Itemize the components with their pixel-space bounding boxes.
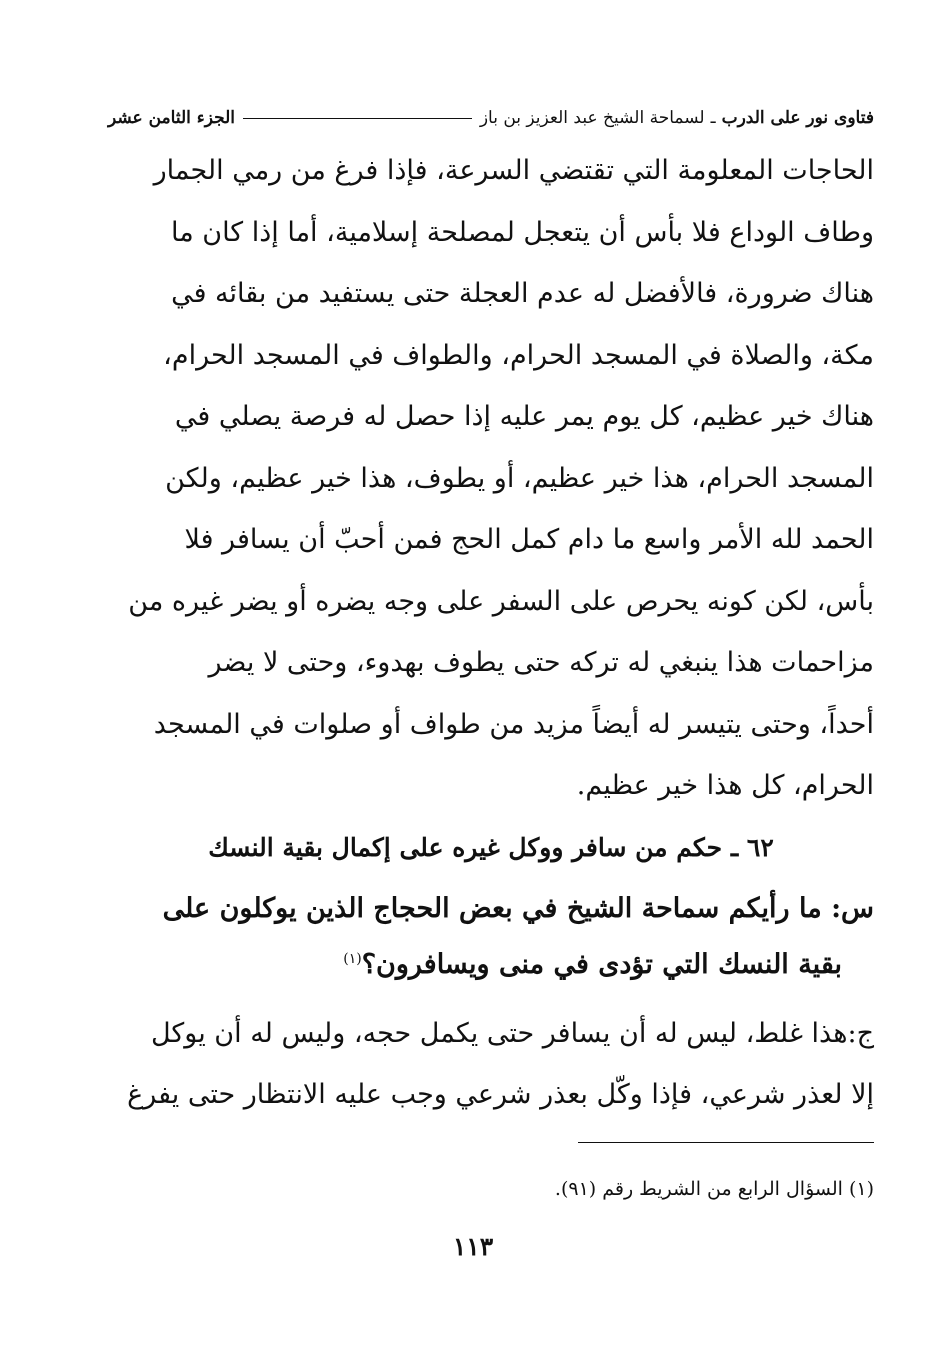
answer-block — [108, 1003, 874, 1126]
text-line: الحرام، كل هذا خير عظيم. — [576, 770, 874, 801]
text-line: بأس، لكن كونه يحرص على السفر على وجه يضره أو يضر غيره من — [128, 585, 874, 617]
footnote-reference: (١) — [343, 950, 362, 967]
book-page — [108, 100, 874, 1200]
header-author: لسماحة الشيخ عبد العزيز بن باز — [479, 108, 705, 128]
text-line: مزاحمات هذا ينبغي له تركه حتى يطوف بهدوء، وحتى لا يضر — [208, 647, 874, 678]
header-series-title: فتاوى نور على الدرب — [721, 108, 874, 128]
text-line: أحداً، وحتى يتيسر له أيضاً مزيد من طواف أو صلوات في المسجد — [153, 708, 874, 740]
text-line: المسجد الحرام، هذا خير عظيم، أو يطوف، هذا خير عظيم، ولكن — [165, 462, 874, 494]
text-line: هناك ضرورة، فالأفضل له عدم العجلة حتى يستفيد من بقائه في — [171, 278, 874, 309]
question-block — [108, 881, 874, 993]
section-dash: ـ — [730, 832, 739, 862]
text-line: هناك خير عظيم، كل يوم يمر عليه إذا حصل له فرصة يصلي في — [174, 401, 874, 432]
section-title: حكم من سافر ووكل غيره على إكمال بقية النسك — [208, 832, 723, 862]
running-header — [108, 100, 874, 136]
question-line-2-wrap — [108, 937, 874, 993]
header-rule — [243, 118, 472, 119]
section-number: ٦٢ — [746, 832, 774, 862]
intro-paragraph — [108, 140, 874, 817]
text-line: مكة، والصلاة في المسجد الحرام، والطواف في المسجد الحرام، — [163, 339, 874, 371]
footnote-divider — [578, 1142, 874, 1143]
section-heading — [108, 823, 874, 881]
text-line: الحاجات المعلومة التي تقتضي السرعة، فإذا فرغ من رمي الجمار — [153, 155, 874, 186]
question-line-1: س: ما رأيكم سماحة الشيخ في بعض الحجاج الذين يوكلون على — [162, 892, 874, 924]
header-part: الجزء الثامن عشر — [108, 108, 236, 128]
header-dash: ـ — [710, 108, 716, 128]
page-number: ١١٣ — [452, 1232, 494, 1261]
footnote: (١) السؤال الرابع من الشريط رقم (٩١). — [554, 1178, 874, 1200]
answer-line: ج:هذا غلط، ليس له أن يسافر حتى يكمل حجه، وليس له أن يوكل — [150, 1017, 874, 1049]
question-line-2: بقية النسك التي تؤدى في منى ويسافرون؟ — [361, 948, 842, 980]
text-line: الحمد لله الأمر واسع ما دام كمل الحج فمن أحبّ أن يسافر فلا — [184, 524, 874, 555]
text-line: وطاف الوداع فلا بأس أن يتعجل لمصلحة إسلامية، أما إذا كان ما — [170, 216, 874, 248]
answer-line: إلا لعذر شرعي، فإذا وكّل بعذر شرعي وجب عليه الانتظار حتى يفرغ — [127, 1079, 874, 1110]
